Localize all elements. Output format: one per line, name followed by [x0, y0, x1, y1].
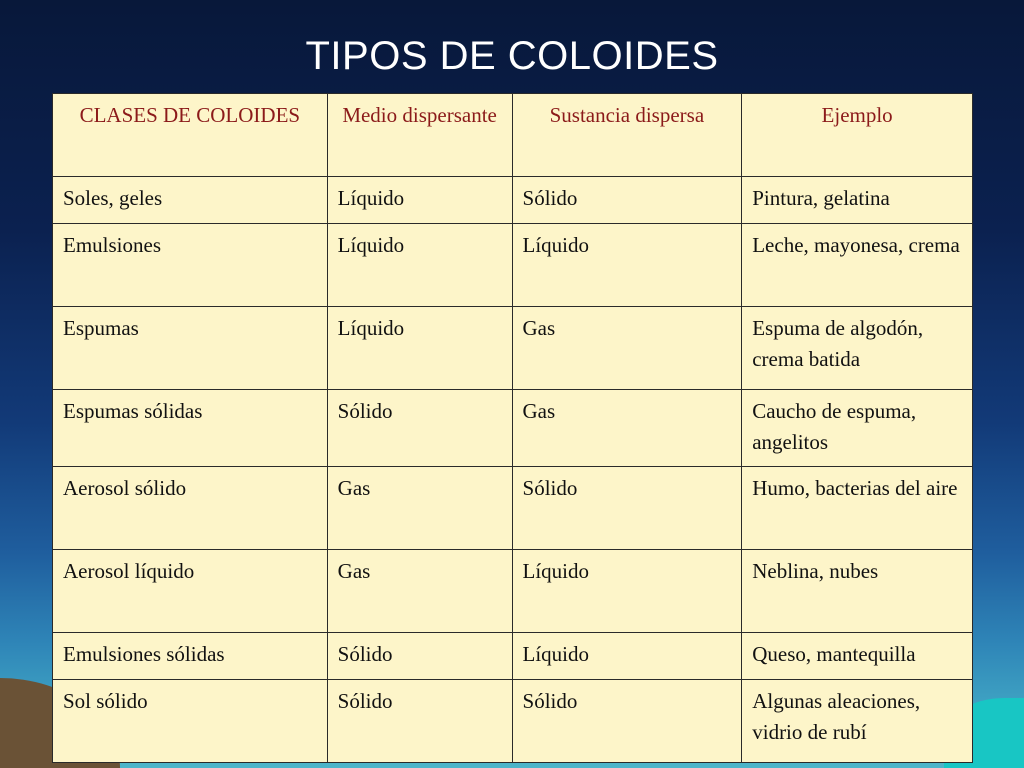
cell-example: Neblina, nubes — [742, 550, 973, 633]
cell-class: Soles, geles — [53, 177, 328, 224]
cell-substance: Sólido — [512, 177, 742, 224]
cell-example: Pintura, gelatina — [742, 177, 973, 224]
cell-class: Aerosol sólido — [53, 467, 328, 550]
cell-example: Queso, mantequilla — [742, 633, 973, 680]
header-cell-substance: Sustancia dispersa — [512, 94, 742, 177]
header-cell-example: Ejemplo — [742, 94, 973, 177]
header-cell-medium: Medio dispersante — [327, 94, 512, 177]
cell-medium: Gas — [327, 550, 512, 633]
table-row — [53, 307, 973, 390]
cell-class: Espumas sólidas — [53, 390, 328, 467]
cell-substance: Sólido — [512, 680, 742, 763]
header-cell-class: CLASES DE COLOIDES — [53, 94, 328, 177]
table-row — [53, 550, 973, 633]
table-row — [53, 467, 973, 550]
cell-example: Caucho de espuma, angelitos — [742, 390, 973, 467]
table-row — [53, 633, 973, 680]
cell-medium: Líquido — [327, 177, 512, 224]
cell-example: Espuma de algodón, crema batida — [742, 307, 973, 390]
colloid-types-table — [52, 93, 973, 763]
slide-title: TIPOS DE COLOIDES — [305, 34, 719, 78]
table-row — [53, 390, 973, 467]
cell-class: Emulsiones sólidas — [53, 633, 328, 680]
cell-example: Humo, bacterias del aire — [742, 467, 973, 550]
cell-medium: Líquido — [327, 224, 512, 307]
cell-example: Leche, mayonesa, crema — [742, 224, 973, 307]
cell-class: Aerosol líquido — [53, 550, 328, 633]
cell-medium: Sólido — [327, 390, 512, 467]
cell-substance: Líquido — [512, 224, 742, 307]
cell-substance: Líquido — [512, 633, 742, 680]
cell-substance: Gas — [512, 390, 742, 467]
cell-medium: Líquido — [327, 307, 512, 390]
table-row — [53, 224, 973, 307]
cell-class: Emulsiones — [53, 224, 328, 307]
cell-substance: Gas — [512, 307, 742, 390]
cell-medium: Gas — [327, 467, 512, 550]
cell-class: Sol sólido — [53, 680, 328, 763]
cell-class: Espumas — [53, 307, 328, 390]
cell-example: Algunas aleaciones, vidrio de rubí — [742, 680, 973, 763]
cell-medium: Sólido — [327, 633, 512, 680]
cell-medium: Sólido — [327, 680, 512, 763]
table-row — [53, 680, 973, 763]
table-row — [53, 177, 973, 224]
table-header-row — [53, 94, 973, 177]
cell-substance: Sólido — [512, 467, 742, 550]
cell-substance: Líquido — [512, 550, 742, 633]
